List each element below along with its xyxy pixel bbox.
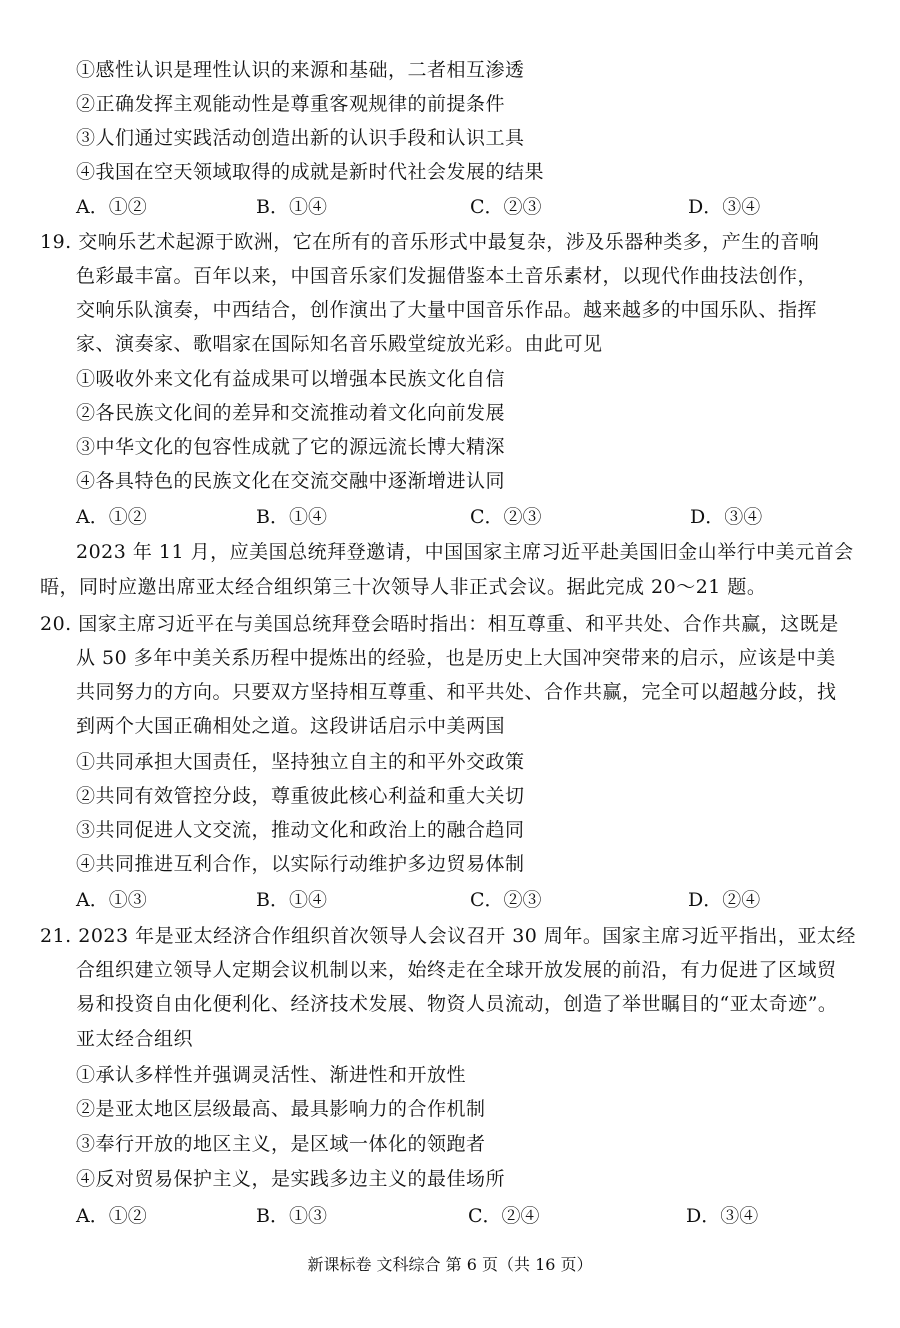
q19-item-3: ③中华文化的包容性成就了它的源远流长博大精深 — [76, 436, 506, 458]
q19-stem-line-1: 19. 交响乐艺术起源于欧洲，它在所有的音乐形式中最复杂，涉及乐器种类多，产生的音响 — [40, 231, 820, 253]
q18-item-2: ②正确发挥主观能动性是尊重客观规律的前提条件 — [76, 93, 506, 115]
q18-item-4: ④我国在空天领域取得的成就是新时代社会发展的结果 — [76, 161, 545, 183]
q21-item-3: ③奉行开放的地区主义，是区域一体化的领跑者 — [76, 1133, 486, 1155]
q20-item-1: ①共同承担大国责任，坚持独立自主的和平外交政策 — [76, 751, 525, 773]
q20-item-3: ③共同促进人文交流，推动文化和政治上的融合趋同 — [76, 819, 525, 841]
q19-option-c: C．②③ — [470, 506, 542, 528]
q19-option-d: D．③④ — [690, 506, 763, 528]
q20-option-a: A．①③ — [76, 889, 147, 911]
q21-stem-line-3: 易和投资自由化便利化、经济技术发展、物资人员流动，创造了举世瞩目的“亚太奇迹”。 — [76, 993, 838, 1015]
q19-item-2: ②各民族文化间的差异和交流推动着文化向前发展 — [76, 402, 506, 424]
q19-item-4: ④各具特色的民族文化在交流交融中逐渐增进认同 — [76, 470, 506, 492]
q18-option-b: B．①④ — [256, 196, 327, 218]
q21-option-d: D．③④ — [686, 1205, 759, 1227]
q18-item-3: ③人们通过实践活动创造出新的认识手段和认识工具 — [76, 127, 525, 149]
q20-item-2: ②共同有效管控分歧，尊重彼此核心利益和重大关切 — [76, 785, 525, 807]
q20-option-c: C．②③ — [470, 889, 542, 911]
q21-item-4: ④反对贸易保护主义，是实践多边主义的最佳场所 — [76, 1168, 506, 1190]
q21-option-b: B．①③ — [256, 1205, 327, 1227]
q20-stem-line-1: 20. 国家主席习近平在与美国总统拜登会晤时指出：相互尊重、和平共处、合作共赢，这既是 — [40, 613, 839, 635]
q19-stem-line-2: 色彩最丰富。百年以来，中国音乐家们发掘借鉴本土音乐素材，以现代作曲技法创作， — [76, 265, 818, 287]
q20-stem-line-4: 到两个大国正确相处之道。这段讲话启示中美两国 — [76, 715, 506, 737]
q19-option-b: B．①④ — [256, 506, 327, 528]
q20-stem-line-2: 从 50 多年中美关系历程中提炼出的经验，也是历史上大国冲突带来的启示，应该是中美 — [76, 647, 836, 669]
q20-option-b: B．①④ — [256, 889, 327, 911]
q21-stem-line-2: 合组织建立领导人定期会议机制以来，始终走在全球开放发展的前沿，有力促进了区域贸 — [76, 959, 837, 981]
context-line-2: 晤，同时应邀出席亚太经合组织第三十次领导人非正式会议。据此完成 20～21 题。 — [40, 576, 767, 598]
q21-stem-line-1: 21. 2023 年是亚太经济合作组织首次领导人会议召开 30 周年。国家主席习近平指出，亚太经 — [40, 925, 856, 947]
q20-stem-line-3: 共同努力的方向。只要双方坚持相互尊重、和平共处、合作共赢，完全可以超越分歧，找 — [76, 681, 837, 703]
q21-item-2: ②是亚太地区层级最高、最具影响力的合作机制 — [76, 1098, 486, 1120]
q19-stem-line-4: 家、演奏家、歌唱家在国际知名音乐殿堂绽放光彩。由此可见 — [76, 333, 603, 355]
q18-option-c: C．②③ — [470, 196, 542, 218]
page-footer: 新课标卷 文科综合 第 6 页（共 16 页） — [307, 1255, 593, 1274]
q21-stem-line-4: 亚太经合组织 — [76, 1028, 194, 1050]
q21-option-a: A．①② — [76, 1205, 147, 1227]
q18-item-1: ①感性认识是理性认识的来源和基础，二者相互渗透 — [76, 59, 525, 81]
q19-item-1: ①吸收外来文化有益成果可以增强本民族文化自信 — [76, 368, 506, 390]
q21-item-1: ①承认多样性并强调灵活性、渐进性和开放性 — [76, 1064, 467, 1086]
q18-option-a: A．①② — [76, 196, 147, 218]
q21-option-c: C．②④ — [468, 1205, 540, 1227]
context-line-1: 2023 年 11 月，应美国总统拜登邀请，中国国家主席习近平赴美国旧金山举行中美元首会 — [76, 541, 854, 563]
q20-item-4: ④共同推进互利合作，以实际行动维护多边贸易体制 — [76, 853, 525, 875]
q20-option-d: D．②④ — [688, 889, 761, 911]
q18-option-d: D．③④ — [688, 196, 761, 218]
q19-stem-line-3: 交响乐队演奏，中西结合，创作演出了大量中国音乐作品。越来越多的中国乐队、指挥 — [76, 299, 818, 321]
q19-option-a: A．①② — [76, 506, 147, 528]
